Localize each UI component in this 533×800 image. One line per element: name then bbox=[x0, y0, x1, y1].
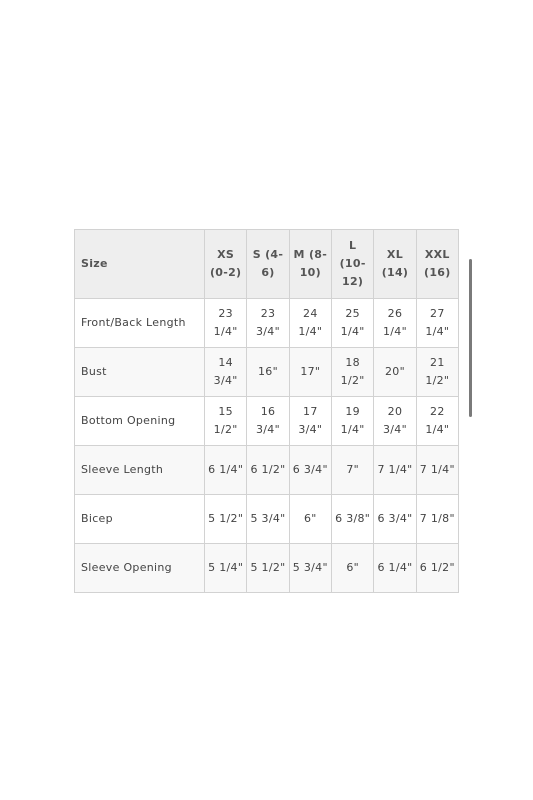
table-row bbox=[75, 299, 459, 348]
row-label-bicep: Bicep bbox=[75, 495, 205, 544]
measurement-cell: 6 1/4" bbox=[374, 544, 416, 593]
measurement-cell: 16 3/4" bbox=[247, 397, 289, 446]
measurement-cell: 6 1/2" bbox=[416, 544, 458, 593]
vertical-scrollbar[interactable] bbox=[469, 259, 472, 417]
size-corner-label: Size bbox=[75, 230, 205, 299]
measurement-cell: 17 3/4" bbox=[289, 397, 331, 446]
size-range: (14) bbox=[381, 266, 409, 279]
measurement-cell: 24 1/4" bbox=[289, 299, 331, 348]
measurement-cell: 25 1/4" bbox=[331, 299, 373, 348]
measurement-cell: 23 1/4" bbox=[205, 299, 247, 348]
size-name: XL bbox=[386, 248, 404, 261]
size-chart-table bbox=[74, 229, 459, 593]
size-column-m bbox=[289, 230, 331, 299]
measurement-cell: 15 1/2" bbox=[205, 397, 247, 446]
size-name: XS bbox=[217, 248, 235, 261]
size-column-xl bbox=[374, 230, 416, 299]
table-row bbox=[75, 446, 459, 495]
size-chart-body bbox=[75, 299, 459, 593]
measurement-cell: 7 1/4" bbox=[416, 446, 458, 495]
measurement-cell: 6 3/4" bbox=[289, 446, 331, 495]
size-range: (8-10) bbox=[299, 248, 328, 279]
header-row bbox=[75, 230, 459, 299]
measurement-cell: 6 1/2" bbox=[247, 446, 289, 495]
size-column-xs bbox=[205, 230, 247, 299]
measurement-cell: 5 3/4" bbox=[289, 544, 331, 593]
row-label-sleeve-length: Sleeve Length bbox=[75, 446, 205, 495]
measurement-cell: 6" bbox=[331, 544, 373, 593]
measurement-cell: 21 1/2" bbox=[416, 348, 458, 397]
measurement-cell: 23 3/4" bbox=[247, 299, 289, 348]
row-label-bottom-opening: Bottom Opening bbox=[75, 397, 205, 446]
measurement-cell: 20" bbox=[374, 348, 416, 397]
table-row bbox=[75, 397, 459, 446]
row-label-front-back-length: Front/Back Length bbox=[75, 299, 205, 348]
size-range: (0-2) bbox=[209, 266, 242, 279]
measurement-cell: 6" bbox=[289, 495, 331, 544]
size-chart-header bbox=[75, 230, 459, 299]
size-column-s bbox=[247, 230, 289, 299]
measurement-cell: 26 1/4" bbox=[374, 299, 416, 348]
measurement-cell: 7" bbox=[331, 446, 373, 495]
size-range: 6) bbox=[261, 266, 275, 279]
row-label-bust: Bust bbox=[75, 348, 205, 397]
measurement-cell: 6 3/4" bbox=[374, 495, 416, 544]
size-name: M bbox=[293, 248, 305, 261]
measurement-cell: 5 1/2" bbox=[205, 495, 247, 544]
measurement-cell: 7 1/8" bbox=[416, 495, 458, 544]
size-range: (10-12) bbox=[339, 257, 366, 288]
size-name: XXL bbox=[424, 248, 450, 261]
measurement-cell: 18 1/2" bbox=[331, 348, 373, 397]
row-label-sleeve-opening: Sleeve Opening bbox=[75, 544, 205, 593]
measurement-cell: 17" bbox=[289, 348, 331, 397]
size-column-l bbox=[331, 230, 373, 299]
measurement-cell: 27 1/4" bbox=[416, 299, 458, 348]
table-row bbox=[75, 495, 459, 544]
size-name: S (4- bbox=[252, 248, 284, 261]
size-range: (16) bbox=[424, 266, 451, 279]
measurement-cell: 20 3/4" bbox=[374, 397, 416, 446]
measurement-cell: 5 3/4" bbox=[247, 495, 289, 544]
measurement-cell: 5 1/4" bbox=[205, 544, 247, 593]
measurement-cell: 22 1/4" bbox=[416, 397, 458, 446]
table-row bbox=[75, 348, 459, 397]
size-name: L bbox=[348, 239, 357, 252]
measurement-cell: 14 3/4" bbox=[205, 348, 247, 397]
table-row bbox=[75, 544, 459, 593]
measurement-cell: 19 1/4" bbox=[331, 397, 373, 446]
size-column-xxl bbox=[416, 230, 458, 299]
measurement-cell: 5 1/2" bbox=[247, 544, 289, 593]
measurement-cell: 16" bbox=[247, 348, 289, 397]
measurement-cell: 6 1/4" bbox=[205, 446, 247, 495]
measurement-cell: 6 3/8" bbox=[331, 495, 373, 544]
measurement-cell: 7 1/4" bbox=[374, 446, 416, 495]
